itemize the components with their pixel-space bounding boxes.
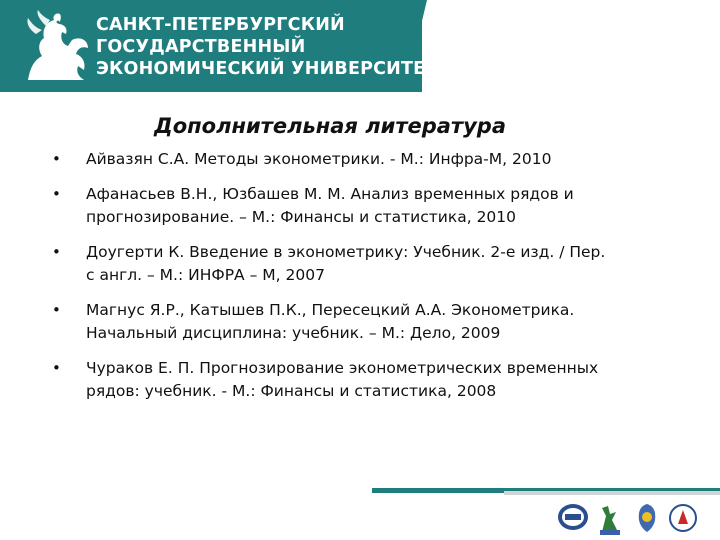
university-name-line: САНКТ-ПЕТЕРБУРГСКИЙ — [96, 15, 345, 35]
reference-item — [52, 299, 692, 345]
reference-line: Начальный дисциплина: учебник. – М.: Дело, 2009 — [86, 324, 501, 342]
round-emblem-icon — [556, 502, 590, 532]
reference-line: рядов: учебник. - М.: Финансы и статистика, 2008 — [86, 382, 497, 400]
bullet: • — [52, 359, 61, 377]
university-name-line: ЭКОНОМИЧЕСКИЙ УНИВЕРСИТЕТ — [96, 59, 438, 79]
reference-line: Чураков Е. П. Прогнозирование эконометрических временных — [86, 359, 599, 377]
slide-title — [0, 114, 720, 138]
bullet: • — [52, 243, 61, 261]
reference-line: прогнозирование. – М.: Финансы и статистика, 2010 — [86, 208, 517, 226]
reference-item — [52, 148, 692, 171]
references-list — [52, 148, 692, 415]
bullet: • — [52, 301, 61, 319]
footer-logos — [552, 502, 720, 536]
reference-item — [52, 241, 692, 287]
shield-emblem-icon — [634, 502, 660, 534]
reference-item — [52, 357, 692, 403]
bullet: • — [52, 185, 61, 203]
reference-line: Афанасьев В.Н., Юзбашев М. М. Анализ временных рядов и — [86, 185, 574, 203]
reference-item — [52, 183, 692, 229]
footer-divider-shadow — [504, 491, 720, 495]
medal-emblem-icon — [668, 502, 698, 534]
reference-line: Магнус Я.Р., Катышев П.К., Пересецкий А.А. Эконометрика. — [86, 301, 575, 319]
bullet: • — [52, 150, 61, 168]
heron-logo-icon — [596, 502, 624, 536]
university-name-line: ГОСУДАРСТВЕННЫЙ — [96, 37, 306, 57]
university-name — [96, 14, 437, 80]
slide-title-text: Дополнительная литература — [154, 114, 506, 138]
reference-line: Айвазян С.А. Методы эконометрики. - М.: Инфра-М, 2010 — [86, 150, 552, 168]
reference-line: Доугерти К. Введение в эконометрику: Учебник. 2-е изд. / Пер. — [86, 243, 606, 261]
griffin-logo-icon — [22, 10, 92, 84]
reference-line: с англ. – М.: ИНФРА – М, 2007 — [86, 266, 325, 284]
